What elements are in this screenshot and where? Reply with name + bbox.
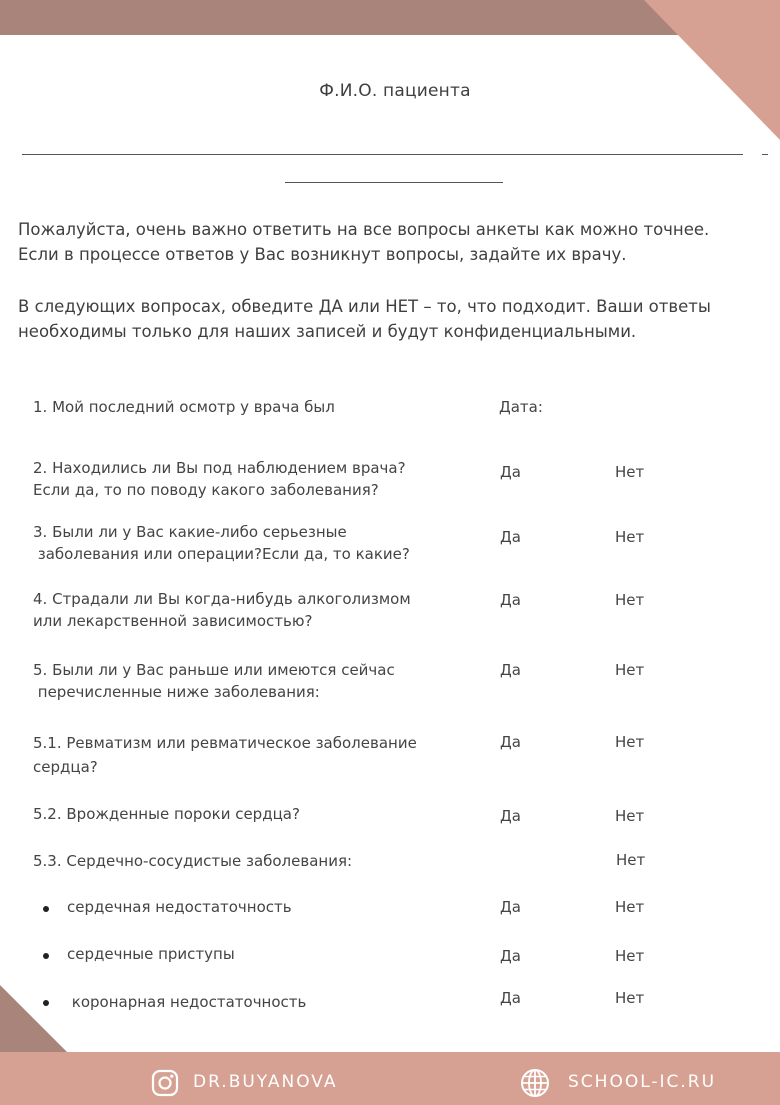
- intro-line-2: Если в процессе ответов у Вас возникнут вопросы, задайте их врачу.: [18, 245, 627, 264]
- name-line-1[interactable]: [22, 154, 743, 155]
- instructions-line-1: В следующих вопросах, обведите ДА или НЕТ – то, что подходит. Ваши ответы: [18, 297, 711, 316]
- name-line-2[interactable]: [285, 182, 503, 183]
- instagram-icon[interactable]: [151, 1069, 179, 1097]
- q4-yes[interactable]: Да: [500, 591, 521, 609]
- instructions-line-2: необходимы только для наших записей и будут конфиденциальными.: [18, 322, 637, 341]
- q5-no[interactable]: Нет: [615, 661, 645, 679]
- question-2-line-1: 2. Находились ли Вы под наблюдением врача?: [33, 459, 406, 477]
- bullet-heart-attacks: сердечные приступы: [67, 945, 235, 963]
- instagram-handle[interactable]: DR.BUYANOVA: [193, 1072, 338, 1092]
- question-2-line-2: Если да, то по поводу какого заболевания?: [33, 481, 379, 499]
- question-5-3: 5.3. Сердечно-сосудистые заболевания:: [33, 852, 353, 870]
- name-line-dash: [762, 154, 768, 155]
- question-4-line-1: 4. Страдали ли Вы когда-нибудь алкоголизмом: [33, 590, 411, 608]
- question-5-1-line-2: сердца?: [33, 758, 98, 776]
- bullet-3-yes[interactable]: Да: [500, 989, 521, 1007]
- q5-yes[interactable]: Да: [500, 661, 521, 679]
- q4-no[interactable]: Нет: [615, 591, 645, 609]
- bullet-1-no[interactable]: Нет: [615, 898, 645, 916]
- top-right-triangle: [644, 0, 780, 140]
- globe-icon[interactable]: [520, 1068, 550, 1098]
- question-4-line-2: или лекарственной зависимостью?: [33, 612, 313, 630]
- question-5-2: 5.2. Врожденные пороки сердца?: [33, 805, 300, 823]
- q2-no[interactable]: Нет: [615, 463, 645, 481]
- q5-2-yes[interactable]: Да: [500, 807, 521, 825]
- bullet-2-no[interactable]: Нет: [615, 947, 645, 965]
- question-1: 1. Мой последний осмотр у врача был: [33, 398, 335, 416]
- question-3-line-1: 3. Были ли у Вас какие-либо серьезные: [33, 523, 347, 541]
- patient-name-label: Ф.И.О. пациента: [319, 81, 471, 101]
- bullet-2-yes[interactable]: Да: [500, 947, 521, 965]
- question-5-1: [33, 731, 483, 779]
- date-label: Дата:: [499, 398, 543, 416]
- bullet-heart-failure: сердечная недостаточность: [67, 898, 292, 916]
- bullet-dot: [43, 953, 49, 959]
- question-4: [33, 588, 483, 632]
- question-3: [33, 521, 483, 565]
- question-5-line-2: перечисленные ниже заболевания:: [33, 683, 320, 701]
- instructions-paragraph: [18, 294, 768, 344]
- q5-1-no[interactable]: Нет: [615, 733, 645, 751]
- q3-yes[interactable]: Да: [500, 528, 521, 546]
- intro-paragraph: [18, 217, 768, 267]
- question-5: [33, 659, 483, 703]
- bullet-coronary-insufficiency: коронарная недостаточность: [67, 993, 307, 1011]
- top-banner: [0, 0, 710, 35]
- question-3-line-2: заболевания или операции?Если да, то какие?: [33, 545, 410, 563]
- q5-3-no[interactable]: Нет: [616, 851, 646, 869]
- q5-2-no[interactable]: Нет: [615, 807, 645, 825]
- bullet-1-yes[interactable]: Да: [500, 898, 521, 916]
- question-5-line-1: 5. Были ли у Вас раньше или имеются сейчас: [33, 661, 395, 679]
- bullet-dot: [43, 1000, 49, 1006]
- q2-yes[interactable]: Да: [500, 463, 521, 481]
- bullet-dot: [43, 906, 49, 912]
- intro-line-1: Пожалуйста, очень важно ответить на все вопросы анкеты как можно точнее.: [18, 220, 710, 239]
- website-link[interactable]: SCHOOL-IC.RU: [568, 1072, 717, 1092]
- q3-no[interactable]: Нет: [615, 528, 645, 546]
- q5-1-yes[interactable]: Да: [500, 733, 521, 751]
- question-2: [33, 457, 483, 501]
- bullet-3-no[interactable]: Нет: [615, 989, 645, 1007]
- question-5-1-line-1: 5.1. Ревматизм или ревматическое заболевание: [33, 734, 417, 752]
